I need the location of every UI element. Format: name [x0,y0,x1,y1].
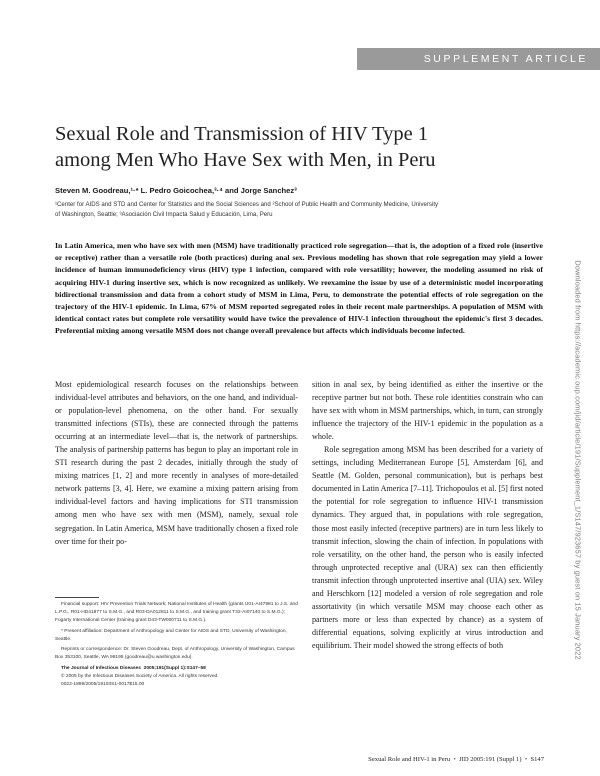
footnote-issn: 0022-1899/2005/19103S1-0017$15.00 [61,681,145,687]
footer-citation: JID 2005:191 (Suppl 1) [459,756,522,763]
title-line-2: among Men Who Have Sex with Men, in Peru [55,149,436,171]
footer-page-number: S147 [530,756,544,763]
affiliation-line-1: ¹Center for AIDS and STD and Center for Statistics and the Social Sciences and ²School of Public Health and Community Medicine, University [55,201,439,208]
author-affiliations [55,200,525,220]
affiliation-line-2: of Washington, Seattle; ³Asociación Civil Impacta Salud y Educación, Lima, Peru [55,211,273,218]
article-title [55,121,515,173]
footer-separator: • [453,756,456,763]
footnote-present-affiliation: * Present affiliation: Department of Anthropology and Center for AIDS and STD, University of Washington, Seattle. [55,628,287,642]
journal-citation: 2005;191(Suppl 1):S147–58 [143,665,206,671]
journal-name: The Journal of Infectious Diseases [61,665,141,671]
supplement-article-banner: SUPPLEMENT ARTICLE [357,48,600,70]
title-line-1: Sexual Role and Transmission of HIV Type 1 [55,123,429,145]
download-watermark: Downloaded from https://academic.oup.com/jid/article/191/Supplement_1/S147/923657 by guest on 15 January 2022 [573,260,583,660]
abstract: In Latin America, men who have sex with men (MSM) have traditionally practiced role segregation—that is, the adoption of a fixed role (insertive or receptive) rather than a versatile role (both practices) during anal sex. Previous modeling has shown that role segregation may yield a lower incidence of human immunodeficiency virus (HIV) type 1 infection, compared with role versatility; however, the modeling assumed no risk of acquiring HIV-1 during insertive sex, which is now recognized as unlikely. We reexamine the issue by use of a deterministic model incorporating bidirectional transmission and data from a cohort study of MSM in Lima, Peru, to demonstrate the potential effects of role segregation on the trajectory of the HIV-1 epidemic. In Lima, 67% of MSM reported segregated roles in their recent male partnerships. A population of MSM with identical contact rates but complete role versatility would have twice the prevalence of HIV-1 infection throughout the epidemic's first 3 decades. Preferential mixing among versatile MSM does not change overall prevalence but affects which individuals become infected. [55,241,543,336]
footnote-copyright: © 2005 by the Infectious Diseases Society of America. All rights reserved. [61,673,219,679]
body-column-left [55,378,298,548]
footnote-reprints: Reprints or correspondence: Dr. Steven Goodreau, Dept. of Anthropology, University of Washington, Campus Box 353100, Seattle, WA 98195 (goodreau@u.washington.edu). [55,647,295,661]
footnote-journal [55,665,298,673]
page-footer [368,756,544,763]
body-paragraph: Most epidemiological research focuses on the relationships between individual-level attributes and behaviors, on the one hand, and individual- or population-level phenomena, on the other hand. For sexually transmitted infections (STIs), these are connected through the patterns occurring at an intermediate level—that is, the network of partnerships. The analysis of partnership patterns has begun to play an important role in STI research during the past 2 decades, initially through the study of mixing matrices [1, 2] and more recently in analyses of more-detailed network patterns [3, 4]. Here, we examine a mixing pattern arising from individual-level factors and having implications for STI transmission among men who have sex with men (MSM), namely, sexual role segregation. In Latin America, MSM have traditionally chosen a fixed role over time for their po- [55,380,298,546]
footnote-divider [55,597,99,598]
body-column-right [312,378,543,652]
footnote-financial-support: Financial support: HIV Prevention Trials Network; National Institutes of Health (grants U01-AI47981 to J.S. and L.P.G., R01-HD41877 to S.M.G., and R03-DA012811 to S.M.G., and training grant T32-AI07140 to S.M.G.); Fogarty International Center (training grant D43-TW000711 to S.M.G.). [55,602,298,624]
body-paragraph: Role segregation among MSM has been described for a variety of settings, including Mediterranean Europe [5], Amsterdam [6], and Seattle (M. Golden, personal communication), but is perhaps best documented in Latin America [7–11]. Trichopoulos et al. [5] first noted the potential for role segregation to influence HIV-1 transmission dynamics. They argued that, in populations with role segregation, those most easily infected (receptive partners) are in turn less likely to transmit infection, slowing the chain of infection. In populations with role versatility, on the other hand, the person who is easily infected through unprotected receptive anal (URA) sex can then efficiently transmit infection through unprotected insertive anal (UIA) sex. Wiley and Herschkorn [12] modeled a version of role segregation and role assortativity (in which versatile MSM may choose each other as partners more or less than expected by chance) as a system of differential equations, solving explicitly at virus introduction and equilibrium. Their model showed the strong effects of both [312,445,543,650]
body-paragraph: sition in anal sex, by being identified as either the insertive or the receptive partner but not both. These role identities constrain who can have sex with whom in MSM partnerships, which, in turn, can strongly influence the trajectory of the HIV-1 epidemic in the population as a whole. [312,380,543,442]
footer-running-title: Sexual Role and HIV-1 in Peru [368,756,451,763]
footnotes [55,601,298,689]
footer-separator: • [524,756,528,763]
author-list: Steven M. Goodreau,¹·* L. Pedro Goicochea,³·⁴ and Jorge Sanchez³ [55,186,297,195]
